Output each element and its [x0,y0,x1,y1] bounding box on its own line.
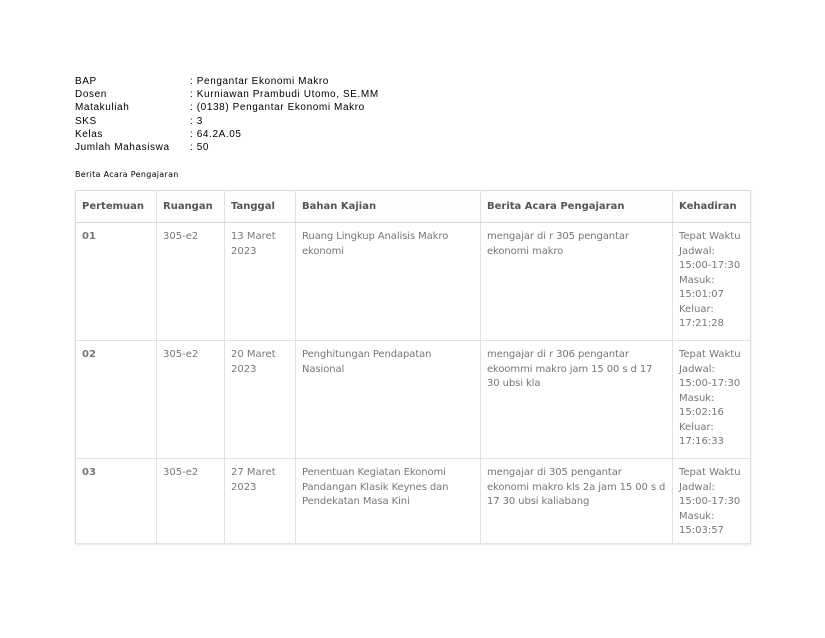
column-header-bahan-kajian: Bahan Kajian [296,191,481,223]
cell-bahan-kajian: Ruang Lingkup Analisis Makro ekonomi [296,223,481,341]
attendance-keluar-label: Keluar: [679,421,714,433]
column-header-tanggal: Tanggal [225,191,296,223]
attendance-masuk: 15:03:57 [679,525,724,536]
info-value: : 50 [190,141,210,153]
cell-ruangan: 305-e2 [157,459,225,544]
table-header-row [76,191,751,223]
attendance-masuk: 15:02:16 [679,407,724,418]
info-value: : (0138) Pengantar Ekonomi Makro [190,102,365,114]
attendance-jadwal: 15:00-17:30 [679,496,741,507]
attendance-jadwal: 15:00-17:30 [679,260,741,271]
info-header [75,75,379,154]
info-value: : Kurniawan Prambudi Utomo, SE.MM [190,89,379,101]
attendance-status: Tepat Waktu [679,231,741,242]
column-header-pertemuan: Pertemuan [76,191,157,223]
berita-acara-table [75,190,751,544]
cell-pertemuan: 02 [76,341,157,459]
attendance-keluar: 17:16:33 [679,436,724,447]
cell-kehadiran [673,459,751,544]
column-header-ruangan: Ruangan [157,191,225,223]
cell-berita-acara: mengajar di r 305 pengantar ekonomi makro [481,223,673,341]
cell-pertemuan: 03 [76,459,157,544]
cell-ruangan: 305-e2 [157,223,225,341]
attendance-status: Tepat Waktu [679,349,741,360]
info-row-dosen [75,88,379,101]
cell-pertemuan: 01 [76,223,157,341]
cell-bahan-kajian: Penentuan Kegiatan Ekonomi Pandangan Klasik Keynes dan Pendekatan Masa Kini [296,459,481,544]
info-label: Dosen [75,89,107,101]
cell-bahan-kajian: Penghitungan Pendapatan Nasional [296,341,481,459]
info-label: Jumlah Mahasiswa [75,141,170,153]
attendance-keluar: 17:21:28 [679,318,724,329]
table-row [76,459,751,544]
attendance-jadwal-label: Jadwal: [679,363,715,375]
cell-tanggal: 20 Maret 2023 [225,341,296,459]
cell-tanggal: 27 Maret 2023 [225,459,296,544]
info-label: SKS [75,115,97,127]
column-header-kehadiran: Kehadiran [673,191,751,223]
attendance-keluar-label: Keluar: [679,303,714,315]
cell-ruangan: 305-e2 [157,341,225,459]
info-row-kelas [75,128,379,141]
cell-berita-acara: mengajar di 305 pengantar ekonomi makro kls 2a jam 15 00 s d 17 30 ubsi kaliabang [481,459,673,544]
cell-kehadiran [673,341,751,459]
info-row-matakuliah [75,101,379,114]
column-header-berita-acara: Berita Acara Pengajaran [481,191,673,223]
attendance-status: Tepat Waktu [679,467,741,478]
table-row [76,223,751,341]
section-title: Berita Acara Pengajaran [75,170,179,179]
table-row [76,341,751,459]
attendance-masuk: 15:01:07 [679,289,724,300]
info-row-bap [75,75,379,88]
cell-kehadiran [673,223,751,341]
attendance-jadwal-label: Jadwal: [679,481,715,493]
attendance-masuk-label: Masuk: [679,274,715,286]
info-value: : 3 [190,115,203,127]
info-value: : Pengantar Ekonomi Makro [190,76,329,87]
info-value: : 64.2A.05 [190,128,242,140]
info-label: Matakuliah [75,102,130,114]
info-label: BAP [75,76,97,87]
info-row-sks [75,115,379,128]
cell-berita-acara: mengajar di r 306 pengantar ekoommi makro jam 15 00 s d 17 30 ubsi kla [481,341,673,459]
attendance-jadwal: 15:00-17:30 [679,378,741,389]
cell-tanggal: 13 Maret 2023 [225,223,296,341]
info-label: Kelas [75,128,104,140]
attendance-masuk-label: Masuk: [679,392,715,404]
attendance-masuk-label: Masuk: [679,510,715,522]
attendance-jadwal-label: Jadwal: [679,245,715,257]
info-row-jumlah-mahasiswa [75,141,379,154]
